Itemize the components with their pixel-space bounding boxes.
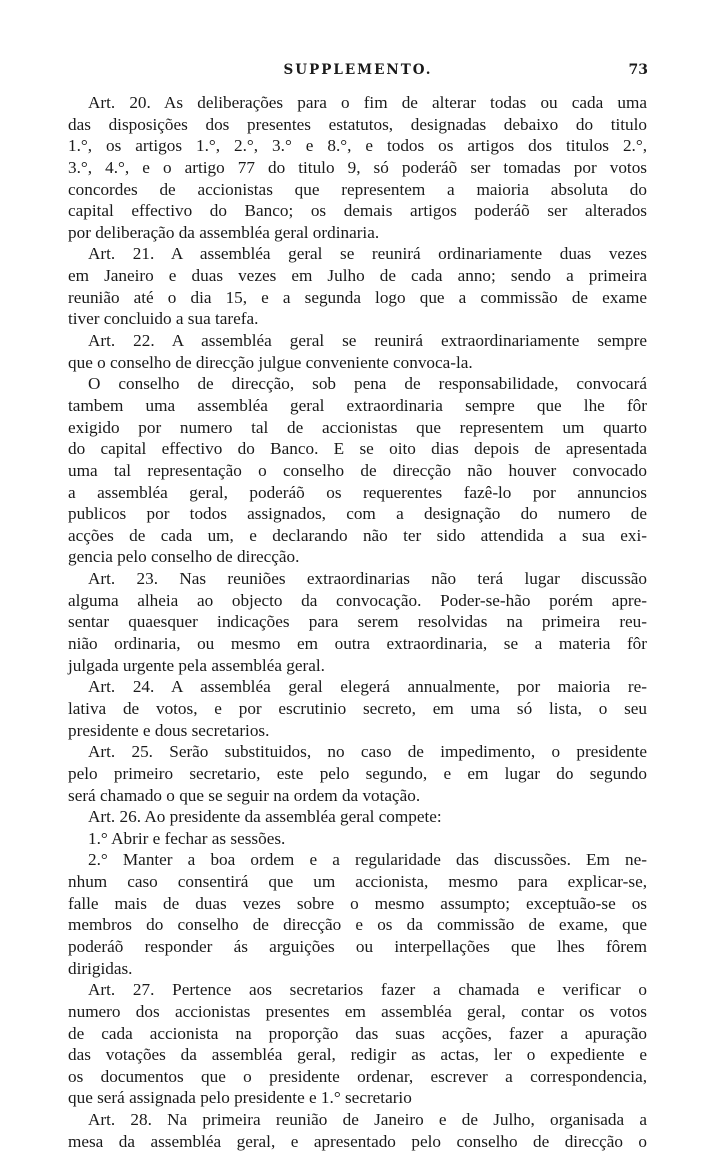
text-line: uma tal representação o conselho de direcção não houver convocado xyxy=(68,460,647,480)
text-line: por deliberação da assembléa geral ordinaria. xyxy=(68,222,380,242)
text-line: poderáõ responder ás arguições ou interpellações que lhes fôrem xyxy=(68,936,647,956)
text-line: julgada urgente pela assembléa geral. xyxy=(68,655,325,675)
text-line: tiver concluido a sua tarefa. xyxy=(68,309,259,329)
page-body-text xyxy=(68,92,647,1152)
text-line: que será assignada pelo presidente e 1.° secretario xyxy=(68,1088,412,1108)
text-line: membros do conselho de direcção e os da commissão de exame, que xyxy=(68,915,647,935)
text-line: 2.° Manter a boa ordem e a regularidade das discussões. Em ne- xyxy=(88,850,647,870)
text-line: concordes de accionistas que representem a maioria absoluta do xyxy=(68,179,647,199)
text-line: Art. 26. Ao presidente da assembléa geral compete: xyxy=(88,807,442,827)
text-line: Art. 24. A assembléa geral elegerá annualmente, por maioria re- xyxy=(88,677,647,697)
text-line: do capital effectivo do Banco. E se oito dias depois de apresentada xyxy=(68,439,647,459)
text-line: 1.° Abrir e fechar as sessões. xyxy=(88,828,286,848)
text-line: a assembléa geral, poderáõ os requerentes fazê-lo por annuncios xyxy=(68,482,647,502)
text-line: Art. 27. Pertence aos secretarios fazer a chamada e verificar o xyxy=(88,980,647,1000)
text-line: reunião até o dia 15, e a segunda logo que a commissão de exame xyxy=(68,287,647,307)
text-line: dirigidas. xyxy=(68,958,133,978)
text-line: nhum caso consentirá que um accionista, mesmo para explicar-se, xyxy=(68,872,647,892)
text-line: Art. 21. A assembléa geral se reunirá ordinariamente duas vezes xyxy=(88,244,647,264)
text-line: 3.°, 4.°, e o artigo 77 do titulo 9, só poderáõ ser tomadas por votos xyxy=(68,157,647,177)
text-line: gencia pelo conselho de direcção. xyxy=(68,547,300,567)
text-line: de cada accionista na proporção das suas acções, fazer a apuração xyxy=(68,1023,647,1043)
page-number: 73 xyxy=(628,62,648,78)
text-line: capital effectivo do Banco; os demais artigos poderáõ ser alterados xyxy=(68,201,647,221)
text-line: alguma alheia ao objecto da convocação. Poder-se-hão porém apre- xyxy=(68,590,647,610)
text-line: Art. 25. Serão substituidos, no caso de impedimento, o presidente xyxy=(88,742,647,762)
text-line: Art. 20. As deliberações para o fim de alterar todas ou cada uma xyxy=(88,93,647,112)
running-title: SUPPLEMENTO. xyxy=(283,62,433,78)
text-line: numero dos accionistas presentes em assembléa geral, contar os votos xyxy=(68,1001,647,1021)
text-line: exigido por numero tal de accionistas que representem um quarto xyxy=(68,417,647,437)
text-line: que o conselho de direcção julgue conveniente convoca-la. xyxy=(68,352,473,372)
text-line: em Janeiro e duas vezes em Julho de cada anno; sendo a primeira xyxy=(68,266,647,286)
text-line: os documentos que o presidente ordenar, escrever a correspondencia, xyxy=(68,1066,647,1086)
text-line: falle mais de duas vezes sobre o mesmo assumpto; exceptuão-se os xyxy=(68,893,647,913)
text-line: presidente e dous secretarios. xyxy=(68,720,270,740)
text-line: lativa de votos, e por escrutinio secreto, em uma só lista, o seu xyxy=(68,698,647,718)
text-line: nião ordinaria, ou mesmo em outra extraordinaria, se a materia fôr xyxy=(68,634,647,654)
text-line: pelo primeiro secretario, este pelo segundo, e em lugar do segundo xyxy=(68,763,647,783)
text-line: O conselho de direcção, sob pena de responsabilidade, convocará xyxy=(88,374,647,394)
text-line: acções de cada um, e declarando não ter sido attendida a sua exi- xyxy=(68,525,647,545)
text-line: das disposições dos presentes estatutos, designadas debaixo do titulo xyxy=(68,114,647,134)
text-line: tambem uma assembléa geral extraordinaria sempre que lhe fôr xyxy=(68,395,647,415)
text-line: das votações da assembléa geral, redigir as actas, ler o expediente e xyxy=(68,1045,647,1065)
text-line: será chamado o que se seguir na ordem da votação. xyxy=(68,785,421,805)
text-line: publicos por todos assignados, com a designação do numero de xyxy=(68,504,647,524)
text-line: sentar quaesquer indicações para serem resolvidas na primeira reu- xyxy=(68,612,647,632)
text-line: 1.°, os artigos 1.°, 2.°, 3.° e 8.°, e todos os artigos dos titulos 2.°, xyxy=(68,136,647,156)
text-line: mesa da assembléa geral, e apresentado pelo conselho de direcção o xyxy=(68,1131,647,1151)
text-line: Art. 22. A assembléa geral se reunirá extraordinariamente sempre xyxy=(88,331,647,351)
text-line: Art. 23. Nas reuniões extraordinarias não terá lugar discussão xyxy=(88,569,647,589)
text-line: Art. 28. Na primeira reunião de Janeiro e de Julho, organisada a xyxy=(88,1110,647,1130)
page-header xyxy=(68,62,648,84)
